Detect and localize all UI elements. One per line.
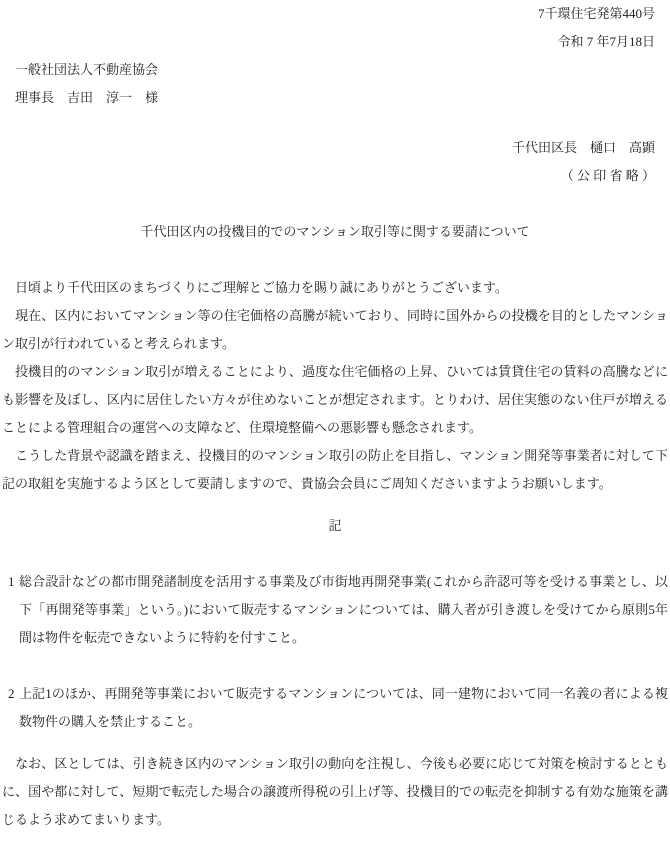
body-paragraph-2: 現在、区内においてマンション等の住宅価格の高騰が続いており、同時に国外からの投機を目的としたマンション取引が行われていると考えられます。 [2,308,668,351]
item-2-number: 2 [8,686,15,701]
letter-body [2,274,668,498]
body-paragraph-4: こうした背景や認識を踏まえ、投機目的のマンション取引の防止を目指し、マンション開発等事業者に対して下記の取組を実施するよう区として要請しますので、貴協会会員にご周知くださいますようお願いします。 [2,448,668,491]
item-1-number: 1 [8,574,15,589]
item-2-text: 上記1のほか、再開発等事業において販売するマンションについては、同一建物において同一名義の者による複数物件の購入を禁止すること。 [19,686,668,729]
closing-paragraph: なお、区としては、引き続き区内のマンション取引の動向を注視し、今後も必要に応じて対策を検討するとともに、国や都に対して、短期で転売した場合の譲渡所得税の引上げ等、投機目的での転売を抑制する有効な施策を講じるよう求めてまいります。 [2,756,668,827]
body-paragraph-3: 投機目的のマンション取引が増えることにより、過度な住宅価格の上昇、ひいては賃貸住宅の賃料の高騰などにも影響を及ぼし、区内に居住したい方々が住めないことが想定されます。とりわけ、居住実態のない住戸が増えることによる管理組合の運営への支障など、住環境整備への悪影響も懸念されます。 [2,364,668,435]
subject-title: 千代田区内の投機目的でのマンション取引等に関する要請について [140,224,530,239]
seal-omitted-note: （ 公 印 省 略 ） [560,168,655,183]
ki-marker: 記 [328,518,342,533]
addressee-block [2,56,668,112]
item-1-text: 総合設計などの都市開発諸制度を活用する事業及び市街地再開発事業(これから許認可等を受ける事業とし、以下「再開発等事業」という。)において販売するマンションについては、購入者が引き渡しを受けてから原則5年間は物件を転売できないように特約を付すこと。 [19,574,668,645]
doc-number: 7千環住宅発第440号 [537,6,655,21]
addressee-organization: 一般社団法人不動産協会 [15,62,159,77]
request-item-1 [2,568,668,652]
addressee-person: 理事長 吉田 淳一 様 [15,90,159,105]
request-item-2 [2,680,668,736]
sender-name: 千代田区長 樋口 高顕 [511,140,655,155]
body-paragraph-1: 日頃より千代田区のまちづくりにご理解とご協力を賜り誠にありがとうございます。 [2,280,508,295]
letter-date: 令和 7 年7月18日 [557,34,655,49]
sender-block [2,134,668,190]
